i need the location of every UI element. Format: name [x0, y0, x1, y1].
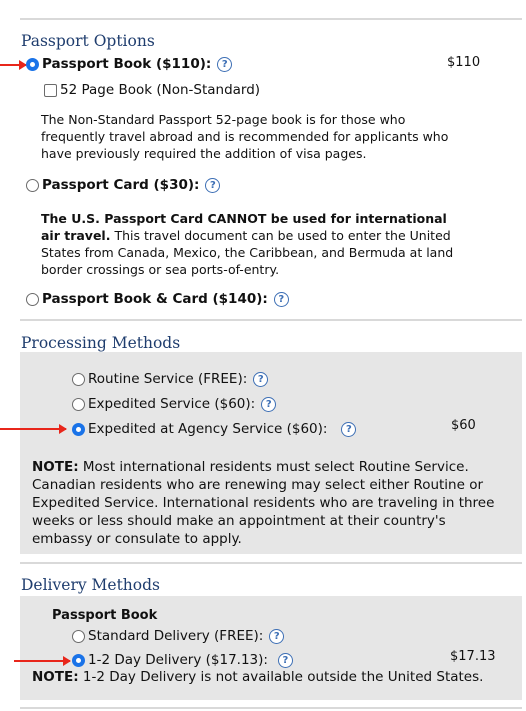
routine-service-radio[interactable] — [72, 373, 85, 386]
help-icon[interactable]: ? — [341, 422, 356, 437]
passport-card-warning-bold: The U.S. Passport Card CANNOT be used for international air travel. — [41, 211, 447, 243]
52-page-book-checkbox[interactable] — [44, 84, 57, 97]
passport-book-and-card-option[interactable] — [26, 291, 289, 307]
passport-book-option[interactable] — [26, 56, 232, 72]
expedited-agency-label: Expedited at Agency Service ($60): — [88, 421, 328, 437]
52-page-book-option[interactable] — [44, 82, 260, 98]
delivery-methods-title: Delivery Methods — [21, 576, 161, 594]
one-two-day-delivery-radio[interactable] — [72, 654, 85, 667]
bottom-divider — [20, 707, 522, 709]
passport-card-warning-text: This travel document can be used to enter the United States from Canada, Mexico, the Caribbean, and Bermuda at land border crossings or sea ports-of-entry. — [41, 228, 454, 277]
passport-options-title: Passport Options — [21, 32, 155, 50]
processing-note-text: Most international residents must select Routine Service. Canadian residents who are renewing may select either Routine or Expedited Service. International residents who are traveling in three weeks or less should make an appointment at their country's embassy or consulate to apply. — [32, 459, 495, 547]
help-icon[interactable]: ? — [274, 292, 289, 307]
one-two-day-delivery-option[interactable] — [72, 652, 293, 668]
passport-book-price: $110 — [447, 55, 481, 70]
expedited-agency-radio[interactable] — [72, 423, 85, 436]
passport-card-radio[interactable] — [26, 179, 39, 192]
pointer-arrow-expedited-agency — [0, 428, 66, 430]
help-icon[interactable]: ? — [269, 629, 284, 644]
standard-delivery-label: Standard Delivery (FREE): — [88, 628, 264, 644]
processing-divider — [20, 319, 522, 321]
pointer-arrow-delivery — [14, 660, 70, 662]
passport-card-option[interactable] — [26, 177, 220, 193]
routine-service-option[interactable] — [72, 371, 268, 387]
top-divider — [20, 18, 522, 20]
expedited-service-option[interactable] — [72, 396, 276, 412]
one-two-day-delivery-label: 1-2 Day Delivery ($17.13): — [88, 652, 268, 668]
delivery-note — [32, 668, 512, 686]
processing-note — [32, 458, 502, 548]
expedited-agency-option[interactable] — [72, 421, 356, 437]
standard-delivery-radio[interactable] — [72, 630, 85, 643]
52-page-book-label: 52 Page Book (Non-Standard) — [60, 82, 261, 98]
pointer-arrow-passport-book — [0, 64, 26, 66]
processing-note-label: NOTE: — [32, 459, 79, 475]
delivery-note-text: 1-2 Day Delivery is not available outside the United States. — [78, 669, 484, 685]
help-icon[interactable]: ? — [278, 653, 293, 668]
delivery-divider — [20, 562, 522, 564]
routine-service-label: Routine Service (FREE): — [88, 371, 248, 387]
passport-book-radio[interactable] — [26, 58, 39, 71]
processing-price: $60 — [451, 418, 476, 433]
expedited-service-radio[interactable] — [72, 398, 85, 411]
delivery-methods-panel — [20, 596, 522, 700]
processing-methods-title: Processing Methods — [21, 334, 181, 352]
delivery-price: $17.13 — [450, 649, 496, 664]
delivery-note-label: NOTE: — [32, 669, 79, 685]
expedited-service-label: Expedited Service ($60): — [88, 396, 256, 412]
help-icon[interactable]: ? — [253, 372, 268, 387]
standard-delivery-option[interactable] — [72, 628, 284, 644]
help-icon[interactable]: ? — [261, 397, 276, 412]
passport-book-subheading: Passport Book — [52, 608, 158, 623]
passport-card-label: Passport Card ($30): — [42, 177, 200, 193]
passport-card-warning — [41, 210, 461, 278]
passport-book-and-card-radio[interactable] — [26, 293, 39, 306]
help-icon[interactable]: ? — [205, 178, 220, 193]
passport-book-and-card-label: Passport Book & Card ($140): — [42, 291, 268, 307]
passport-book-label: Passport Book ($110): — [42, 56, 212, 72]
help-icon[interactable]: ? — [217, 57, 232, 72]
processing-methods-panel — [20, 352, 522, 554]
52-page-description: The Non-Standard Passport 52-page book is for those who frequently travel abroad and is recommended for applicants who have previously required the addition of visa pages. — [41, 112, 449, 161]
